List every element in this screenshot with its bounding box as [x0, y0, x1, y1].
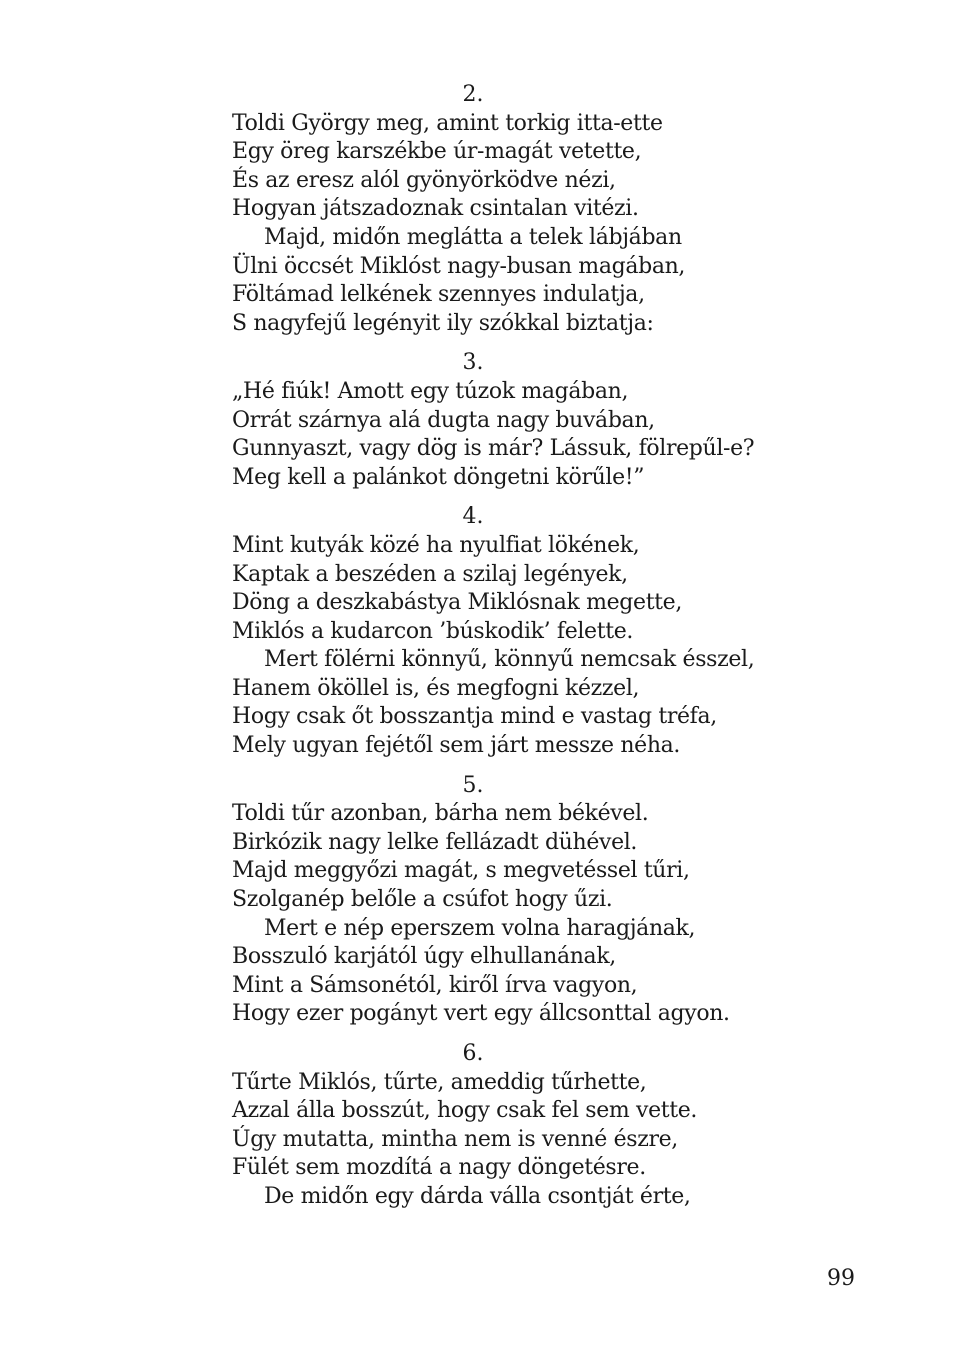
- verse-line: Föltámad lelkének szennyes indulatja,: [232, 282, 645, 308]
- verse-line: Szolganép belőle a csúfot hogy űzi.: [232, 887, 613, 913]
- verse-line: Hogy csak őt bosszantja mind e vastag tréfa,: [232, 704, 717, 730]
- verse-line: „Hé fiúk! Amott egy túzok magában,: [232, 378, 629, 404]
- verse-line: Mert fölérni könnyű, könnyű nemcsak ésszel,: [264, 647, 755, 673]
- verse-line: Birkózik nagy lelke fellázadt dühével.: [232, 829, 638, 855]
- verse-line: Hogy ezer pogányt vert egy állcsonttal agyon.: [232, 1001, 730, 1027]
- verse-line: Mely ugyan fejétől sem járt messze néha.: [232, 733, 681, 759]
- stanza-section: [232, 349, 852, 492]
- verse-line: Ülni öccsét Miklóst nagy-busan magában,: [232, 253, 686, 279]
- page-number: 99: [827, 1266, 855, 1291]
- verse-line: Döng a deszkabástya Miklósnak megette,: [232, 590, 682, 616]
- verse-line: Majd, midőn meglátta a telek lábjában: [264, 224, 682, 250]
- verse-line: Egy öreg karszékbe úr-magát vetette,: [232, 139, 642, 165]
- stanza-section: [232, 503, 852, 760]
- verse-line: Kaptak a beszéden a szilaj legények,: [232, 561, 628, 587]
- verse-line: Mint kutyák közé ha nyulfiat lökének,: [232, 532, 640, 558]
- verse-line: Gunnyaszt, vagy dög is már? Lássuk, fölrepűl-e?: [232, 436, 755, 462]
- verse-line: Bosszuló karjától úgy elhullanának,: [232, 944, 616, 970]
- stanza-number: 2.: [462, 82, 484, 107]
- verse-line: Mint a Sámsonétól, kiről írva vagyon,: [232, 972, 638, 998]
- verse-line: S nagyfejű legényit ily szókkal biztatja:: [232, 310, 654, 336]
- verse-line: Tűrte Miklós, tűrte, ameddig tűrhette,: [232, 1069, 647, 1095]
- poem-body: [232, 81, 852, 1223]
- verse-line: De midőn egy dárda válla csontját érte,: [264, 1183, 691, 1209]
- verse-line: Fülét sem mozdítá a nagy döngetésre.: [232, 1155, 646, 1181]
- verse-line: Toldi tűr azonban, bárha nem békével.: [232, 801, 649, 827]
- verse-line: Mert e nép eperszem volna haragjának,: [264, 915, 696, 941]
- verse-line: Meg kell a palánkot döngetni körűle!”: [232, 464, 645, 490]
- stanza-section: [232, 81, 852, 338]
- verse-line: Miklós a kudarcon ’búskodik’ felette.: [232, 618, 634, 644]
- verse-line: És az eresz alól gyönyörködve nézi,: [232, 167, 616, 193]
- stanza-number: 4.: [462, 504, 484, 530]
- verse-line: Azzal álla bosszút, hogy csak fel sem vette.: [232, 1098, 698, 1124]
- stanza-number: 5.: [462, 772, 484, 798]
- stanza-section: [232, 1040, 852, 1212]
- verse-line: Hogyan játszadoznak csintalan vitézi.: [232, 196, 639, 222]
- stanza-number: 6.: [462, 1041, 484, 1066]
- stanza-number: 3.: [462, 350, 484, 376]
- verse-line: Úgy mutatta, mintha nem is venné észre,: [232, 1126, 678, 1152]
- verse-line: Orrát szárnya alá dugta nagy buvában,: [232, 407, 655, 433]
- stanza-section: [232, 772, 852, 1029]
- verse-line: Hanem ököllel is, és megfogni kézzel,: [232, 675, 640, 701]
- verse-line: Toldi György meg, amint torkig itta-ette: [232, 110, 663, 136]
- verse-line: Majd meggyőzi magát, s megvetéssel tűri,: [232, 858, 690, 884]
